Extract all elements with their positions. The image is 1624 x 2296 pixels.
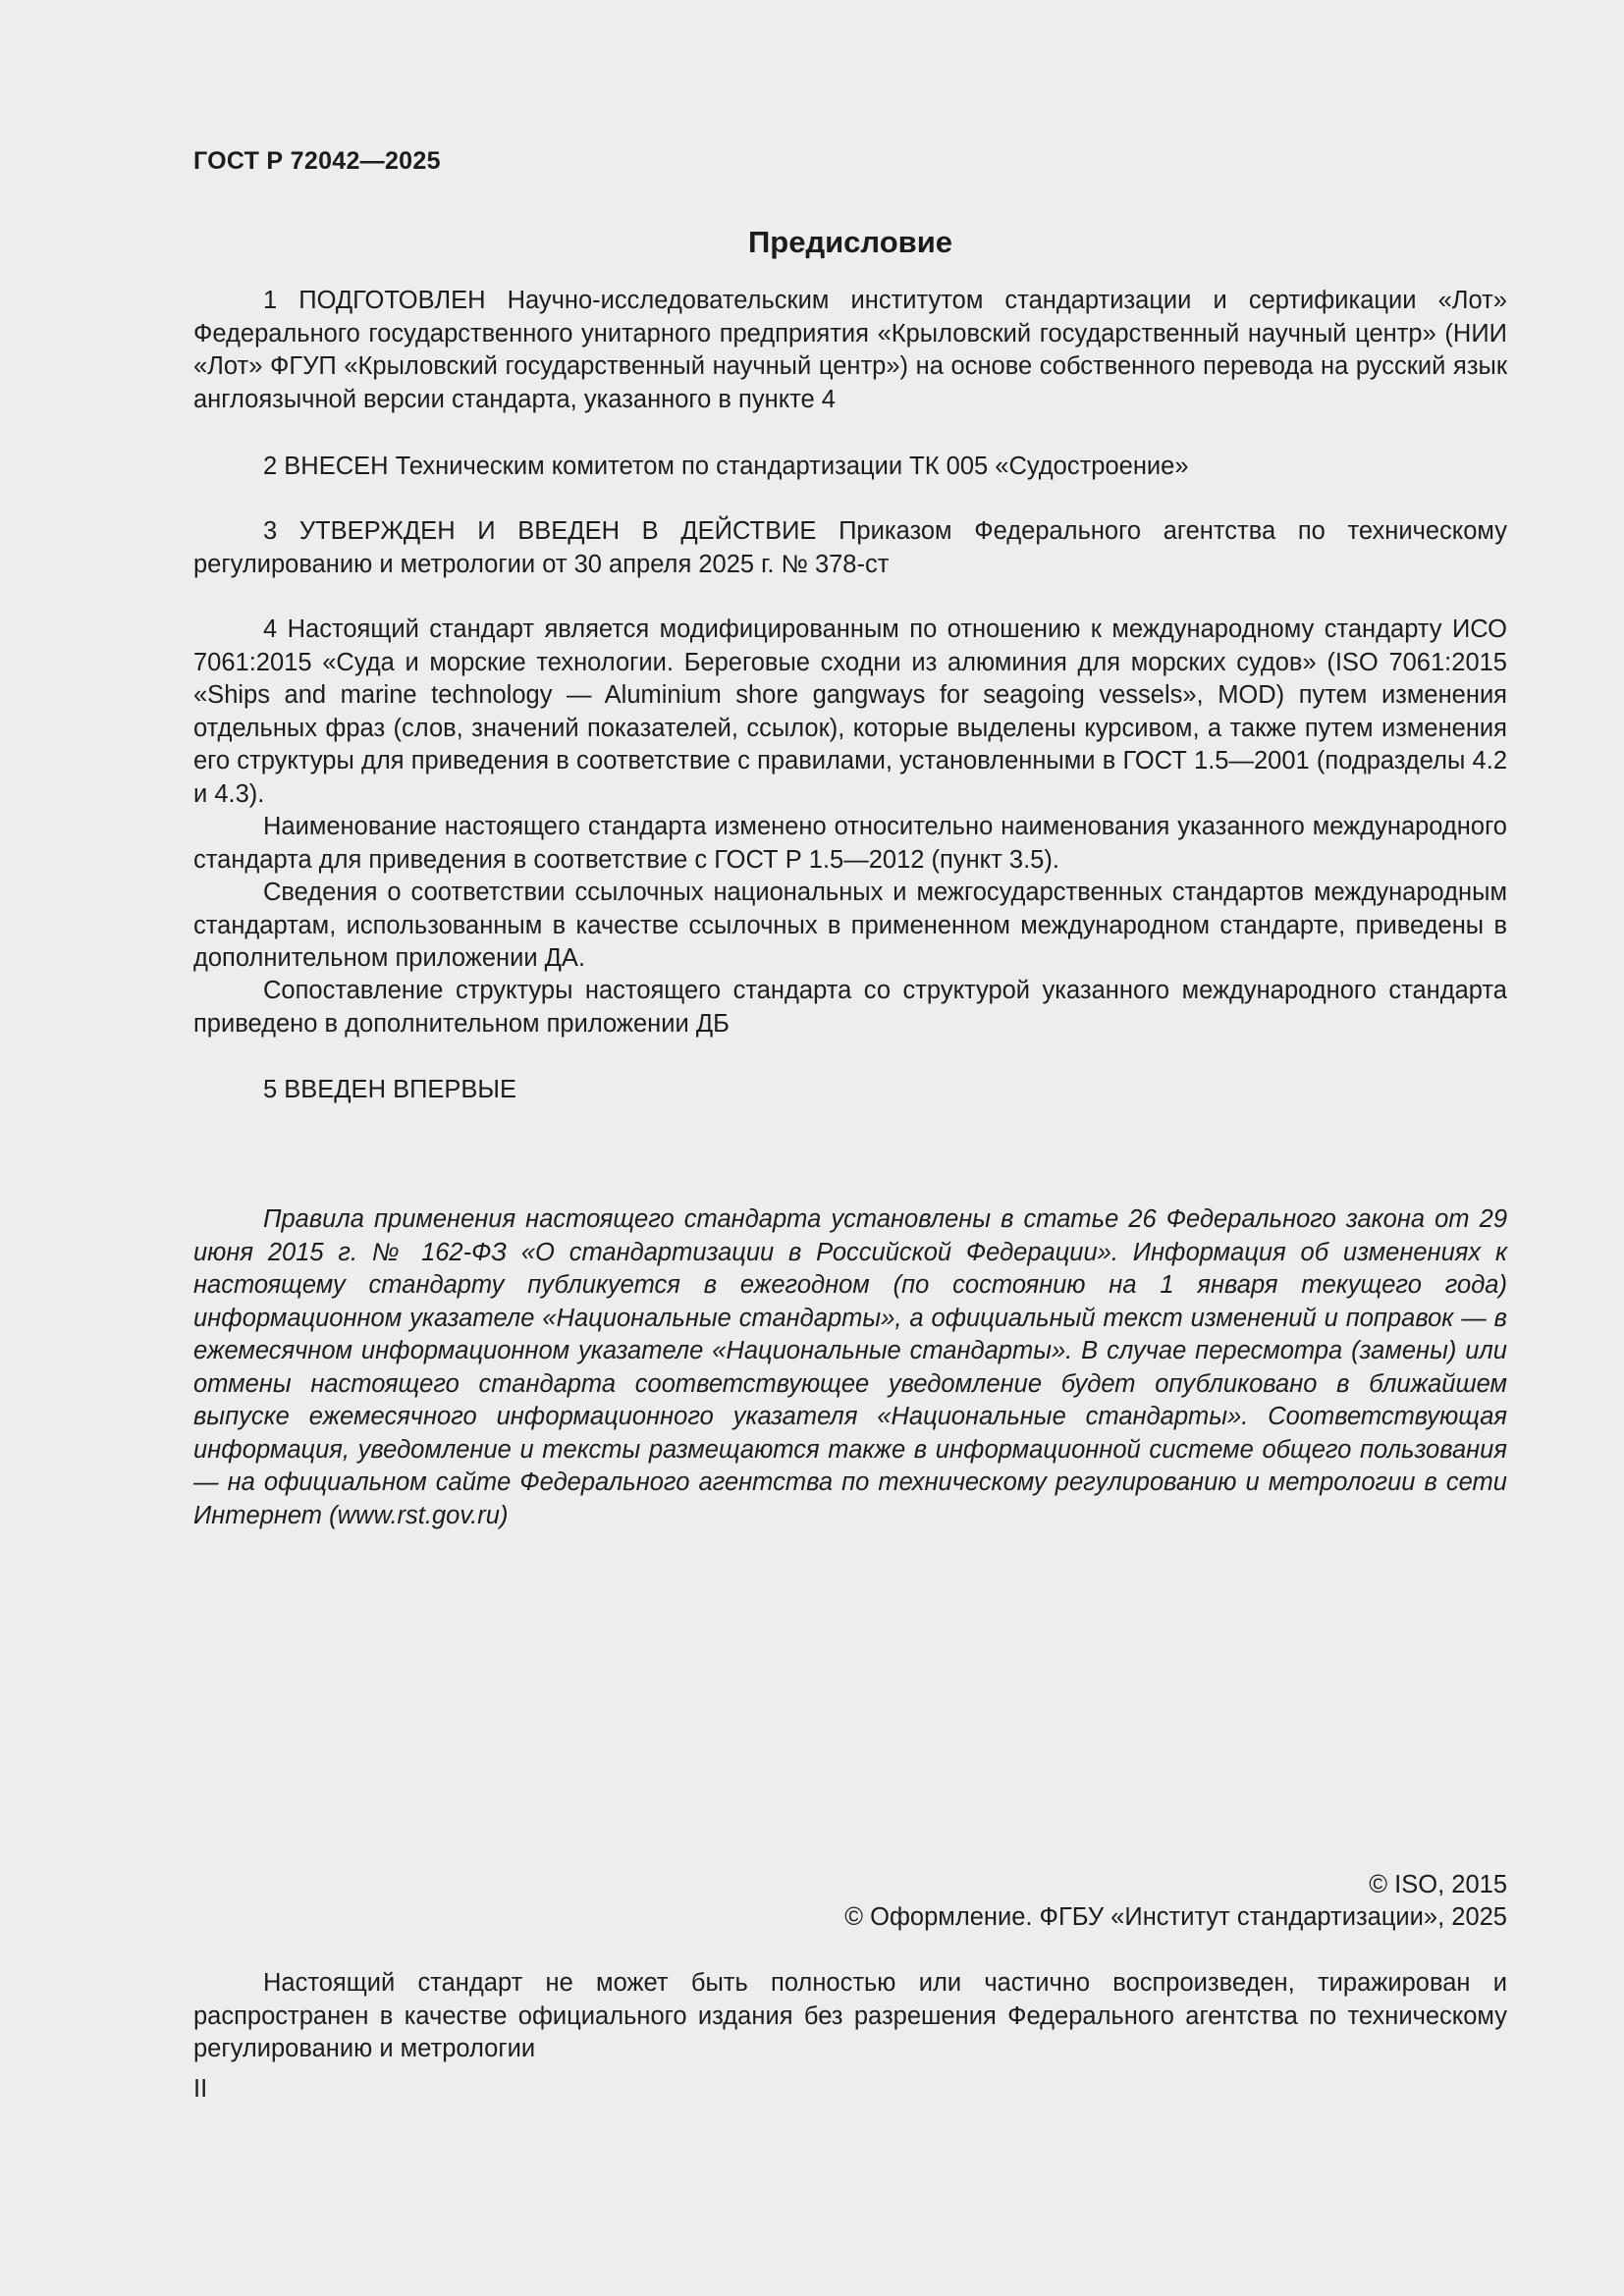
copyright-iso: © ISO, 2015: [1369, 1871, 1507, 1898]
preface-item-4: 4 Настоящий стандарт является модифицированным по отношению к международному стандарту ИСО 7061:2015 «Суда и морские технологии. Береговые сходни из алюминия для морских судов» (ISO 7061:2015 «Ships and marine technology — Aluminium shore gangways for seagoing vessels», MOD) путем изменения отдельных фраз (слов, значений показателей, ссылок), которые выделены курсивом, а также путем изменения его структуры для приведения в соответствие с правилами, установленными в ГОСТ 1.5—2001 (подразделы 4.2 и 4.3).: [193, 615, 1507, 808]
reproduction-notice: Настоящий стандарт не может быть полностью или частично воспроизведен, тиражирован и распространен в качестве официального издания без разрешения Федерального агентства по техническому регулированию и метрологии: [193, 1969, 1507, 2062]
page-title: Предисловие: [747, 225, 952, 259]
page-number: II: [193, 2075, 208, 2103]
document-identifier: ГОСТ Р 72042—2025: [193, 147, 441, 175]
preface-item-2: 2 ВНЕСЕН Техническим комитетом по стандартизации ТК 005 «Судостроение»: [263, 453, 1189, 480]
preface-item-4-references-note: Сведения о соответствии ссылочных национальных и межгосударственных стандартов международным стандартам, использованным в качестве ссылочных в примененном международном стандарте, приведены в дополнительном приложении ДА.: [193, 879, 1507, 972]
copyright-design: © Оформление. ФГБУ «Институт стандартизации», 2025: [844, 1903, 1507, 1931]
preface-item-1: 1 ПОДГОТОВЛЕН Научно-исследовательским институтом стандартизации и сертификации «Лот» Федерального государственного унитарного предприятия «Крыловский государственный научный центр» (НИИ «Лот» ФГУП «Крыловский государственный научный центр») на основе собственного перевода на русский язык англоязычной версии стандарта, указанного в пункте 4: [193, 287, 1507, 413]
preface-item-4-structure-note: Сопоставление структуры настоящего стандарта со структурой указанного международного стандарта приведено в дополнительном приложении ДБ: [193, 977, 1507, 1038]
preface-item-4-name-note: Наименование настоящего стандарта изменено относительно наименования указанного международного стандарта для приведения в соответствие с ГОСТ Р 1.5—2012 (пункт 3.5).: [193, 813, 1507, 874]
document-page: [193, 0, 1507, 2296]
preface-item-3: 3 УТВЕРЖДЕН И ВВЕДЕН В ДЕЙСТВИЕ Приказом Федерального агентства по техническому регулированию и метрологии от 30 апреля 2025 г. № 378-ст: [193, 517, 1507, 578]
rules-notice: Правила применения настоящего стандарта установлены в статье 26 Федерального закона от 29 июня 2015 г. № 162-ФЗ «О стандартизации в Российской Федерации». Информация об изменениях к настоящему стандарту публикуется в ежегодном (по состоянию на 1 января текущего года) информационном указателе «Национальные стандарты», а официальный текст изменений и поправок — в ежемесячном информационном указателе «Национальные стандарты». В случае пересмотра (замены) или отмены настоящего стандарта соответствующее уведомление будет опубликовано в ближайшем выпуске ежемесячного информационного указателя «Национальные стандарты». Соответствующая информация, уведомление и тексты размещаются также в информационной системе общего пользования — на официальном сайте Федерального агентства по техническому регулированию и метрологии в сети Интернет (www.rst.gov.ru): [193, 1205, 1507, 1529]
preface-item-5: 5 ВВЕДЕН ВПЕРВЫЕ: [263, 1076, 517, 1103]
